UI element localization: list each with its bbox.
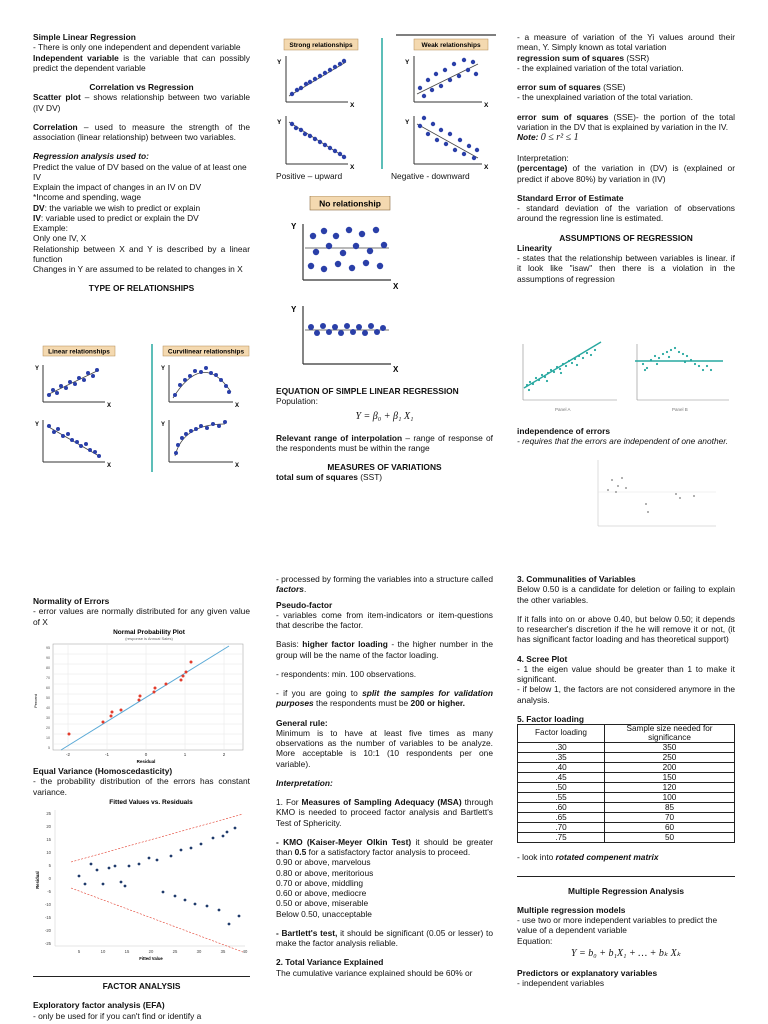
table-row — [518, 813, 735, 823]
table-header-row — [518, 725, 735, 743]
fl-cell: 120 — [605, 783, 735, 793]
panel-a-label: Panel A — [555, 407, 571, 412]
tve-title: 2. Total Variance Explained — [276, 957, 384, 968]
equation-label: Equation: — [517, 935, 553, 946]
scatter-para: Scatter plot – shows relationship between two variable (IV DV) — [33, 92, 250, 113]
mrm-text: - use two or more independent variables to predict the value of a dependent variable — [517, 915, 718, 936]
npp-title: Normal Probability Plot — [113, 629, 185, 636]
example-3: Changes in Y are assumed to be related to changes in X — [33, 264, 243, 274]
fl-cell: .55 — [518, 793, 605, 803]
npp-xlabel: Residual — [136, 759, 156, 764]
fvr-xtick-4: 25 — [172, 949, 178, 954]
axis-x-3: X — [350, 164, 355, 171]
scree-line-2: - if below 1, the factors are not considered anymore in the analysis. — [517, 684, 735, 705]
linear-tag-text: Linear relationships — [48, 348, 110, 356]
npp-ytick-3: 70 — [46, 676, 50, 680]
col1-bottom — [33, 596, 250, 627]
indep-title: independence of errors — [517, 426, 611, 436]
corr-para: Correlation – used to measure the strength of the association (linear relationship) between two variables. — [33, 121, 250, 142]
strong-negative-panel — [277, 116, 355, 171]
no-rel-scatter — [291, 222, 399, 291]
fvr-xtick-0: 5 — [77, 949, 81, 954]
fa-block — [33, 972, 250, 1021]
norm-title: Normality of Errors — [33, 596, 110, 606]
eq-title: EQUATION OF SIMPLE LINEAR REGRESSION — [276, 386, 459, 396]
fl-head-2: Sample size needed for significance — [605, 725, 735, 743]
kmo-level-1: 0.80 or above, meritorious — [276, 867, 374, 878]
npp-ytick-6: 40 — [46, 706, 50, 710]
pred-title: Predictors or explanatory variables — [517, 968, 658, 979]
npp-ytick-2: 80 — [46, 666, 50, 670]
strong-weak-figure — [274, 34, 498, 176]
axis-x-2: X — [235, 403, 240, 409]
rot-line: - look into rotated compenent matrix — [517, 852, 659, 863]
fvr-xtick-5: 30 — [196, 949, 202, 954]
axis-x-3: X — [107, 463, 112, 469]
interp-title: Interpretation: — [276, 777, 333, 788]
fl-cell: 150 — [605, 773, 735, 783]
curvilinear-panel-2 — [161, 420, 239, 469]
note-line: Note: 0 ≤ r² ≤ 1 — [517, 132, 579, 143]
scree-line-1: - 1 the eigen value should be greater than 1 to make it significant. — [517, 663, 735, 684]
axis-y-2: Y — [291, 305, 297, 314]
no-relationship-figure — [283, 196, 409, 376]
kmo-level-3: 0.60 or above, mediocre — [276, 888, 367, 898]
fl-cell: .45 — [518, 773, 605, 783]
npp-xtick-2: 0 — [144, 752, 148, 757]
fvr-ytick-6: -5 — [47, 889, 51, 894]
pf-text: - variables come from item-indicators or item-questions that describe the factor. — [276, 609, 493, 630]
strong-tag-text: Strong relationships — [289, 42, 353, 49]
axis-y-2: Y — [405, 59, 410, 66]
fa-rule — [33, 976, 250, 977]
pf-title: Pseudo-factor — [276, 599, 333, 610]
fvr-ytick-5: 0 — [48, 876, 51, 881]
pct-para: (percentage) of the variation in (DV) is (explained or predict if above 80%) by variation in (IV) — [517, 163, 735, 184]
fvr-ytick-7: -10 — [44, 902, 51, 907]
normal-probability-plot — [33, 626, 251, 766]
fvr-xtick-6: 35 — [220, 949, 226, 954]
table-row — [518, 753, 735, 763]
fl-cell: .40 — [518, 763, 605, 773]
bart-para: - Bartlett's test, it should be significant (0.05 or lesser) to make the factor analysis reliable. — [276, 927, 493, 948]
table-row — [518, 833, 735, 843]
mr-equation: Y = b₀ + b₁X₁ + … + bₖ Xₖ — [570, 947, 682, 959]
strong-positive-panel — [277, 56, 355, 109]
table-row — [518, 793, 735, 803]
no-rel-tag-text: No relationship — [319, 198, 381, 209]
weak-positive-panel — [405, 56, 489, 109]
kmo-level-4: 0.50 or above, miserable — [276, 898, 369, 909]
assump-title: ASSUMPTIONS OF REGRESSION — [559, 232, 693, 243]
weak-negative-panel — [405, 116, 489, 171]
msa-para: 1. For Measures of Sampling Adequacy (MSA) through KMO is needed to proceed factor analysis and Bartlett's Test of Sphericity. — [276, 797, 494, 828]
sse-line: error sum of squares (SSE) — [517, 82, 626, 92]
eqv-title: Equal Variance (Homoscedasticity) — [33, 766, 173, 776]
fvr-ytick-0: 25 — [46, 811, 51, 816]
axis-y-4: Y — [405, 119, 410, 126]
comm-text-2: If it falls into on or above 0.40, but below 0.50; it depends to researcher's discretion if the he will remove it or not, (it has significant factor loading and has theoretical support) — [517, 613, 735, 645]
npp-ylabel: Percent — [33, 694, 38, 708]
no-rel-flat — [291, 305, 399, 374]
fa-title: FACTOR ANALYSIS — [102, 981, 181, 991]
fl-cell: .75 — [518, 833, 605, 843]
fl-cell: 60 — [605, 823, 735, 833]
fl-cell: .50 — [518, 783, 605, 793]
negative-caption: Negative - downward — [391, 171, 470, 181]
lin-text: - states that the relationship between variables is linear. if it look like "isaw" then there is a violation in the assumptions of regression — [517, 253, 735, 284]
factor-loading-table — [517, 724, 735, 843]
ra-title: Regression analysis used to: — [33, 151, 149, 162]
table-row — [518, 773, 735, 783]
gr-text: Minimum is to have at least five times as many observations as the number of variables to be analyze. More acceptable is 10:1 (10 respondents per one variable). — [276, 727, 493, 769]
population: Population: — [276, 396, 318, 407]
panel-b-label: Panel B — [672, 407, 688, 412]
example-2: Relationship between X and Y is described by a linear function — [33, 243, 250, 264]
sst-line: total sum of squares (SST) — [276, 472, 383, 483]
slr-p1: - There is only one independent and dependent variable — [33, 42, 241, 53]
table-row — [518, 743, 735, 753]
kmo-level-0: 0.90 or above, marvelous — [276, 857, 371, 868]
cvr-title: Correlation vs Regression — [89, 82, 194, 92]
table-row — [518, 803, 735, 813]
fvr-xtick-7: 40 — [242, 949, 248, 954]
linearity-panels — [517, 340, 737, 416]
fl-cell: .70 — [518, 823, 605, 833]
fvr-ytick-8: -15 — [44, 915, 51, 920]
fl-title: 5. Factor loading — [517, 713, 585, 724]
ra-line-0: Predict the value of DV based on the value of at least one IV — [33, 161, 247, 182]
scree-title: 4. Scree Plot — [517, 653, 568, 664]
npp-ytick-4: 60 — [46, 686, 50, 690]
table-row — [518, 763, 735, 773]
axis-x: X — [393, 282, 399, 291]
kmo-level-5: Below 0.50, unacceptable — [276, 908, 372, 919]
fl-cell: 350 — [605, 743, 735, 753]
ra-line-2: *Income and spending, wage — [33, 192, 142, 203]
comm-title: 3. Communalities of Variables — [517, 574, 636, 584]
see-text: - standard deviation of the variation of observations around the regression line is estimated. — [517, 203, 735, 224]
rr-para: Relevant range of interpolation – range of response of the respondents must be within the range — [276, 432, 493, 453]
panel-b — [635, 344, 729, 412]
fvr-xtick-3: 20 — [148, 949, 154, 954]
resp-line: - respondents: min. 100 observations. — [276, 668, 417, 679]
axis-x-4: X — [235, 463, 240, 469]
fl-cell: .60 — [518, 803, 605, 813]
curvilinear-tag-text: Curvilinear relationships — [167, 348, 245, 356]
npp-ytick-5: 50 — [46, 696, 50, 700]
axis-y-3: Y — [35, 422, 40, 428]
example-0: Example: — [33, 223, 68, 233]
eqv-block — [33, 766, 250, 797]
types-title: TYPE OF RELATIONSHIPS — [88, 283, 195, 294]
fvr-ytick-10: -25 — [44, 941, 51, 946]
pred-text: - independent variables — [517, 978, 605, 989]
axis-y-4: Y — [161, 422, 166, 428]
axis-y: Y — [291, 222, 297, 231]
axis-x-4: X — [484, 164, 489, 171]
npp-subtitle: (response is Annual Sales) — [125, 636, 173, 641]
ssr-desc: - the explained variation of the total variation. — [517, 62, 684, 73]
col1-top — [33, 32, 250, 294]
fl-cell: .30 — [518, 743, 605, 753]
weak-tag-text: Weak relationships — [421, 42, 481, 49]
fvr-ytick-4: 5 — [48, 863, 51, 868]
kmo-para: - KMO (Kaiser-Meyer Olkin Test) it should be greater than 0.5 for a satisfactory factor analysis to proceed. — [276, 836, 494, 857]
mra-rule — [517, 876, 735, 877]
gr-title: General rule: — [276, 717, 328, 728]
fl-cell: 100 — [605, 793, 735, 803]
axis-x-2: X — [393, 365, 399, 374]
fvr-ytick-9: -20 — [44, 928, 51, 933]
col3-bottom — [517, 574, 735, 989]
npp-xtick-3: 1 — [183, 752, 187, 757]
table-row — [518, 823, 735, 833]
axis-y-2: Y — [161, 366, 166, 372]
fvr-ytick-1: 20 — [46, 824, 51, 829]
indep-block — [517, 426, 735, 447]
split-para: - if you are going to split the samples for validation purposes the respondents must be 200 or higher. — [276, 688, 493, 709]
fvr-ytick-2: 15 — [46, 837, 51, 842]
relationship-types-figure — [33, 340, 253, 475]
curvilinear-panel-1 — [161, 365, 239, 409]
axis-y-3: Y — [277, 119, 282, 126]
table-row — [518, 783, 735, 793]
mrm-title: Multiple regression models — [517, 904, 626, 915]
norm-text: - error values are normally distributed for any given value of X — [33, 606, 250, 627]
linear-positive-panel — [35, 365, 111, 409]
kmo-level-2: 0.70 or above, middling — [276, 877, 364, 888]
mv-title: MEASURES OF VARIATIONS — [327, 462, 442, 473]
iv-para: Independent variable is the variable that can possibly predict the dependent variable — [33, 52, 250, 73]
dv-line: DV: the variable we wish to predict or explain — [33, 202, 201, 213]
indep-text: - requires that the errors are independent of one another. — [517, 436, 729, 447]
npp-ytick-8: 20 — [46, 726, 50, 730]
slr-title: Simple Linear Regression — [33, 32, 136, 42]
npp-ytick-10: 5 — [48, 746, 50, 750]
fl-cell: .65 — [518, 813, 605, 823]
col2-bottom — [276, 574, 493, 978]
iv2-line: IV: variable used to predict or explain the DV — [33, 212, 199, 223]
fvr-xlabel: Fitted Value — [139, 956, 163, 961]
npp-xtick-1: -1 — [104, 752, 110, 757]
fl-cell: 70 — [605, 813, 735, 823]
linear-negative-panel — [35, 420, 111, 469]
npp-xtick-4: 2 — [222, 752, 226, 757]
npp-xtick-0: -2 — [65, 752, 71, 757]
fl-cell: 50 — [605, 833, 735, 843]
sse2-para: error sum of squares (SSE)- the portion of the total variation in the DV that is explained by variation in the IV. — [517, 111, 736, 132]
population-equation: Y = β₀ + β₁ X₁ — [355, 410, 414, 422]
col2-top-text — [276, 386, 493, 483]
fl-cell: 85 — [605, 803, 735, 813]
sse-desc: - the unexplained variation of the total variation. — [517, 92, 693, 103]
efa-text: - only be used for if you can't find or identify a — [33, 1010, 202, 1021]
ra-line-1: Explain the impact of changes in an IV on DV — [33, 182, 202, 192]
axis-x: X — [350, 102, 355, 109]
fl-cell: .35 — [518, 753, 605, 763]
col3-top — [517, 32, 735, 284]
basis-para: Basis: higher factor loading - the higher number in the group will be the name of the factor loading. — [276, 639, 493, 660]
npp-ytick-1: 90 — [46, 656, 50, 660]
fvr-xtick-1: 10 — [100, 949, 106, 954]
fl-cell: 200 — [605, 763, 735, 773]
mra-title: Multiple Regression Analysis — [567, 885, 685, 896]
fl-head-1: Factor loading — [518, 725, 605, 743]
efa-title: Exploratory factor analysis (EFA) — [33, 1000, 165, 1011]
npp-ytick-0: 95 — [46, 646, 50, 650]
axis-y: Y — [35, 366, 40, 372]
axis-y: Y — [277, 59, 282, 66]
panel-a — [523, 342, 617, 412]
npp-ytick-7: 30 — [46, 716, 50, 720]
residual-plot-figure — [588, 452, 722, 536]
tve-text: The cumulative variance explained should be 60% or — [276, 967, 473, 978]
axis-x: X — [107, 403, 112, 409]
example-1: Only one IV, X — [33, 233, 87, 244]
fitted-vs-residuals-plot — [33, 796, 251, 962]
structure-para: - processed by forming the variables into a structure called factors. — [276, 574, 493, 595]
sst-desc: - a measure of variation of the Yi values around their mean, Y. Simply known as total variation — [517, 32, 735, 53]
fvr-xtick-2: 15 — [124, 949, 130, 954]
fl-cell: 250 — [605, 753, 735, 763]
positive-caption: Positive – upward — [276, 171, 343, 181]
npp-ytick-9: 10 — [46, 736, 50, 740]
see-title: Standard Error of Estimate — [517, 192, 624, 203]
eqv-text: - the probability distribution of the errors has constant variance. — [33, 776, 250, 797]
fvr-ytick-3: 10 — [46, 850, 51, 855]
axis-x-2: X — [484, 102, 489, 109]
lin-title: Linearity — [517, 242, 552, 253]
comm-text: Below 0.50 is a candidate for deletion or failing to explain the other variables. — [517, 584, 735, 605]
fvr-ylabel: Residual — [35, 871, 40, 889]
interp-label: Interpretation: — [517, 153, 569, 164]
fvr-title: Fitted Values vs. Residuals — [109, 799, 193, 806]
ssr-line: regression sum of squares (SSR) — [517, 52, 650, 63]
